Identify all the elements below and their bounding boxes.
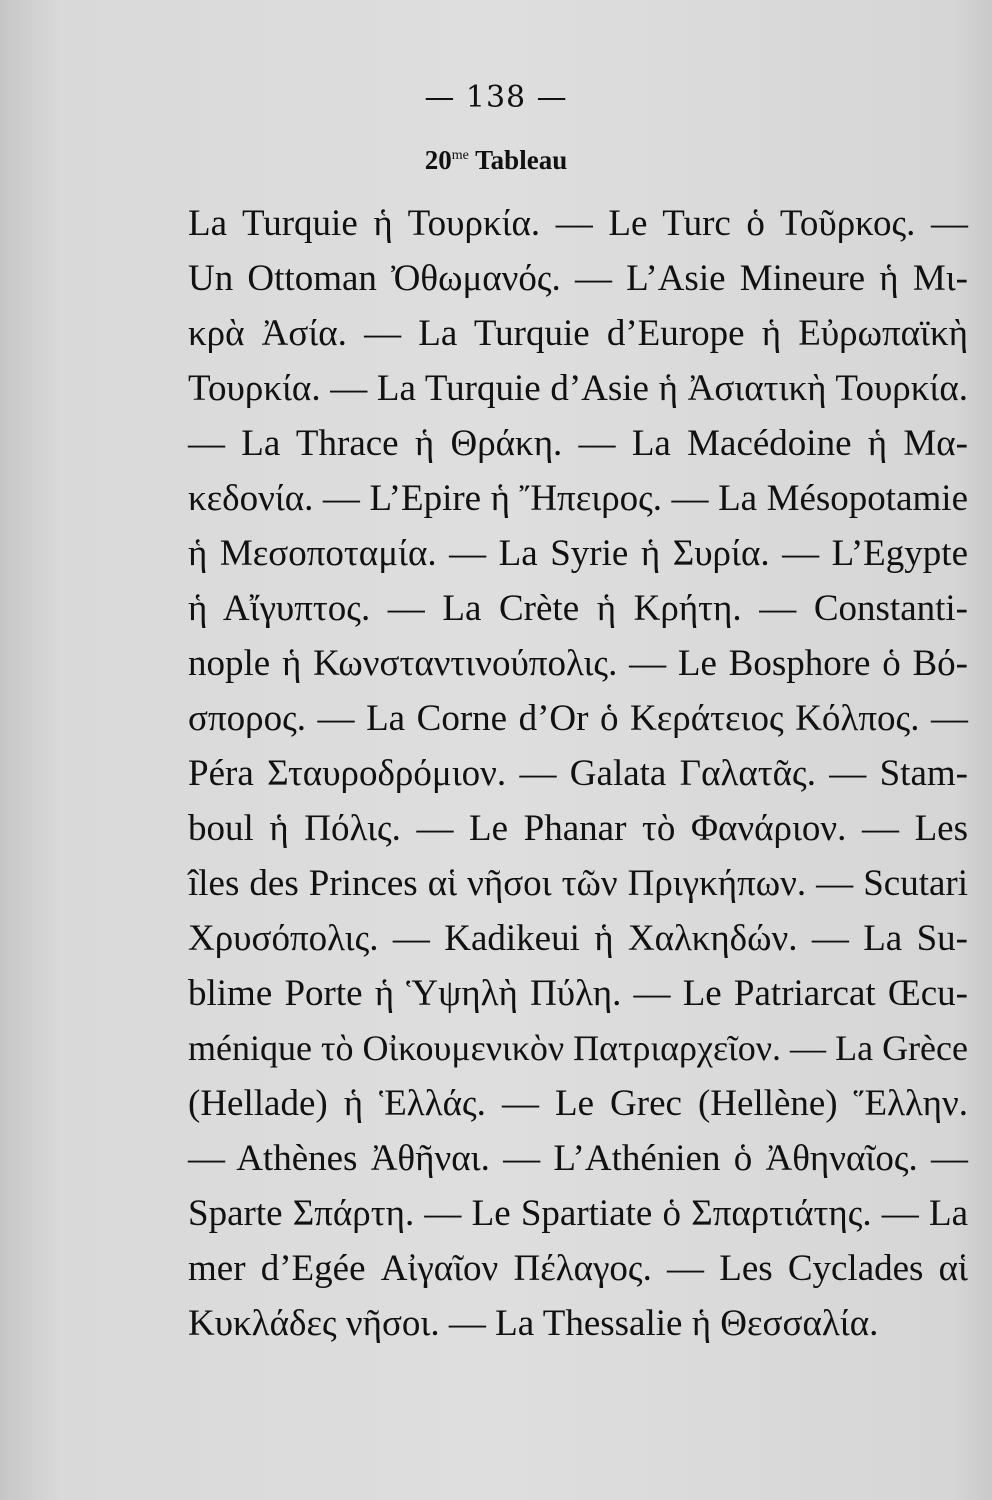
- text-line: îles des Princes αἱ νῆσοι τῶν Πριγκήπων. — Scutari: [188, 863, 968, 904]
- text-line: Un Ottoman Ὀθωμανός. — L’Asie Mineure ἡ Μι-: [188, 258, 968, 299]
- text-line: ἡ Μεσοποταμία. — La Syrie ἡ Συρία. — L’Egypte: [188, 533, 968, 574]
- text-line: Péra Σταυροδρόμιον. — Galata Γαλατᾶς. — Stam-: [188, 753, 968, 794]
- text-line: blime Porte ἡ Ὑψηλὴ Πύλη. — Le Patriarcat Œcu-: [188, 973, 968, 1014]
- text-line: ménique τὸ Οἰκουμενικὸν Πατριαρχεῖον. — La Grèce: [188, 1028, 968, 1068]
- text-line: κεδονία. — L’Epire ἡ Ἤπειρος. — La Mésopotamie: [188, 478, 968, 519]
- heading-word: Tableau: [475, 145, 568, 175]
- text-line: ἡ Αἴγυπτος. — La Crète ἡ Κρήτη. — Constanti-: [188, 588, 968, 629]
- vocabulary-paragraph: [188, 196, 968, 1351]
- text-line: Χρυσόπολις. — Kadikeui ἡ Χαλκηδών. — La Su-: [188, 918, 968, 959]
- text-line: mer d’Egée Αἰγαῖον Πέλαγος. — Les Cyclades αἱ: [188, 1248, 968, 1289]
- text-line: κρὰ Ἀσία. — La Turquie d’Europe ἡ Εὐρωπαϊκὴ: [188, 313, 968, 354]
- heading-suffix: me: [451, 148, 469, 163]
- text-line: nople ἡ Κωνσταντινούπολις. — Le Bosphore ὁ Βό-: [188, 643, 968, 684]
- text-line: La Turquie ἡ Τουρκία. — Le Turc ὁ Τοῦρκος. —: [188, 203, 968, 244]
- heading-number: 20: [424, 145, 452, 175]
- page-number: — 138 —: [424, 80, 568, 115]
- text-line: Τουρκία. — La Turquie d’Asie ἡ Ἀσιατικὴ Τουρκία.: [188, 368, 968, 409]
- text-line: Sparte Σπάρτη. — Le Spartiate ὁ Σπαρτιάτης. — La: [188, 1193, 968, 1234]
- text-line: — Athènes Ἀθῆναι. — L’Athénien ὁ Ἀθηναῖος. —: [188, 1138, 968, 1179]
- text-line: σπορος. — La Corne d’Or ὁ Κεράτειος Κόλπος. —: [188, 698, 968, 739]
- text-line: (Hellade) ἡ Ἑλλάς. — Le Grec (Hellène) Ἕλλην.: [188, 1083, 968, 1124]
- text-line: — La Thrace ἡ Θράκη. — La Macédoine ἡ Μα-: [188, 423, 968, 464]
- text-line: Κυκλάδες νῆσοι. — La Thessalie ἡ Θεσσαλία.: [188, 1303, 879, 1344]
- section-heading: [0, 145, 992, 176]
- text-line: boul ἡ Πόλις. — Le Phanar τὸ Φανάριον. — Les: [188, 808, 968, 849]
